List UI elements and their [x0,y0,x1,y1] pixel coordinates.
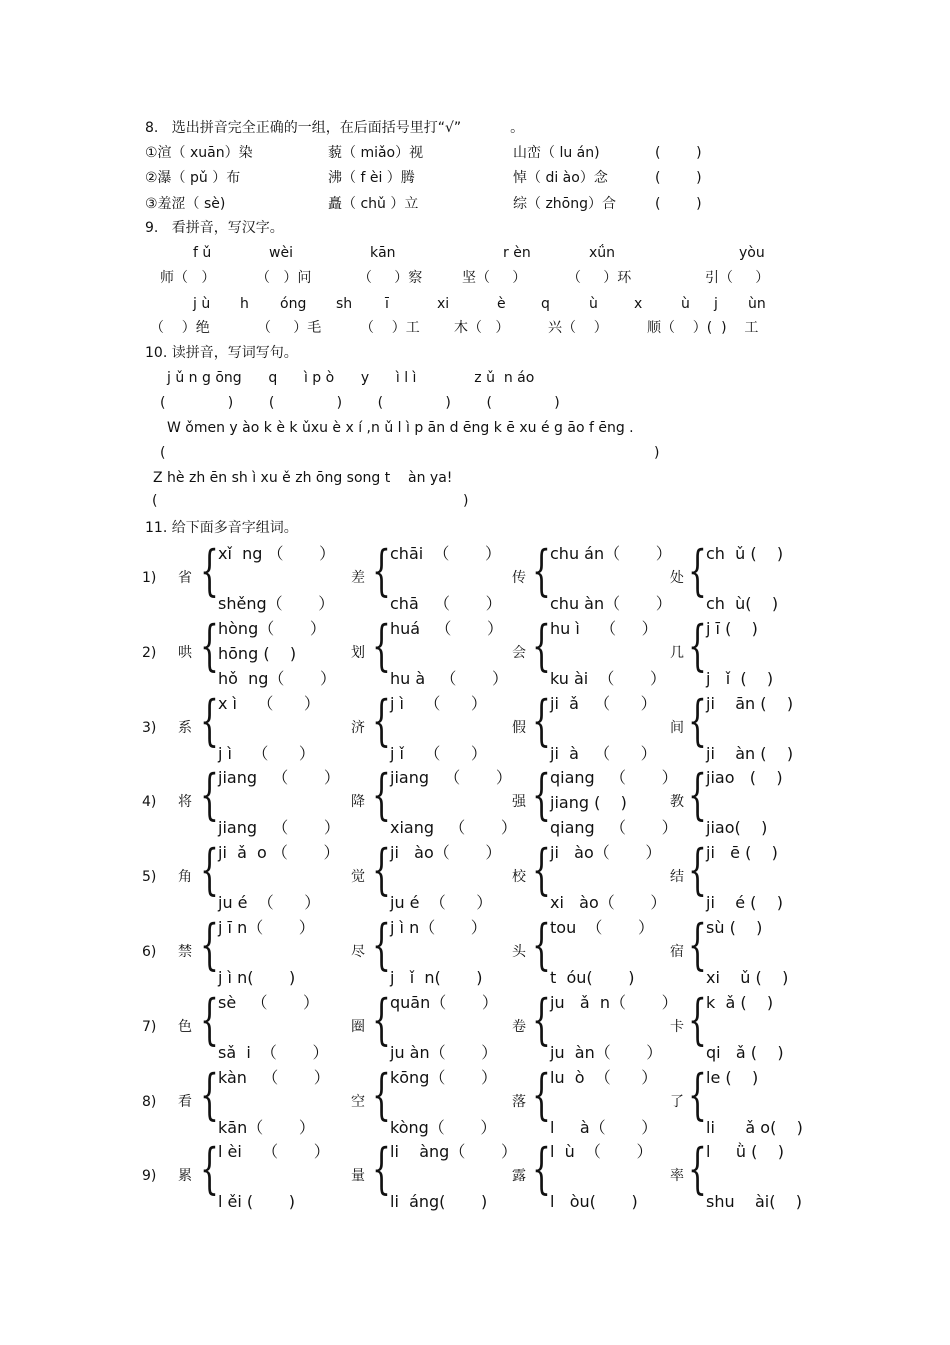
q9-pinyin: yòu [739,245,765,261]
q8-answer-bracket[interactable]: ( ) [655,196,702,212]
pinyin-answer[interactable]: hu à （ ） [390,668,509,688]
q8-answer-bracket[interactable]: ( ) [655,145,702,161]
brace-symbol: { [200,539,219,602]
polyphone-char: 传 [512,570,526,586]
q11-row-number: 8) [142,1093,157,1110]
brace-symbol: { [532,613,551,677]
q9-pinyin: xǘn [589,245,616,261]
pinyin-answer[interactable]: jiang （ ） [218,818,340,838]
pinyin-answer[interactable]: hōng ( ) [218,643,297,663]
q9-pinyin: ù [589,296,598,312]
q9-pinyin: f ǔ [193,245,212,261]
pinyin-answer[interactable]: ku ài （ ） [550,668,667,688]
pinyin-answer[interactable]: sù ( ) [706,918,763,937]
polyphone-char: 会 [512,644,526,661]
q10-bracket-left[interactable]: ( [152,493,158,509]
pinyin-answer[interactable]: hòng（ ） [218,618,326,638]
pinyin-answer[interactable]: hu ì （ ） [550,618,658,638]
pinyin-answer[interactable]: j ì （ ） [390,693,487,713]
polyphone-char: 率 [670,1168,684,1185]
pinyin-answer[interactable]: quān（ ） [390,992,498,1012]
q8-option: 矗（ chǔ ）立 [328,196,419,212]
brace-symbol: { [372,838,391,902]
polyphone-char: 看 [178,1093,192,1110]
brace-symbol: { [688,688,707,752]
brace-symbol: { [532,1062,551,1126]
polyphone-char: 哄 [178,644,192,661]
pinyin-answer[interactable]: shěng（ ） [218,594,335,613]
q9-answer[interactable]: （ ）工 [360,320,420,336]
pinyin-answer[interactable]: ju àn（ ） [550,1042,663,1062]
brace-symbol: { [200,913,219,976]
pinyin-answer[interactable]: tou （ ） [550,918,654,937]
brace-symbol: { [532,539,551,602]
pinyin-answer[interactable]: huá （ ） [390,618,503,638]
brace-symbol: { [688,1062,707,1126]
pinyin-answer[interactable]: kàn （ ） [218,1067,330,1087]
q9-answer[interactable]: 木（ ） [454,320,510,336]
pinyin-answer[interactable]: jiang （ ） [390,768,512,788]
polyphone-char: 校 [512,869,526,886]
pinyin-answer[interactable]: ji à （ ） [550,743,657,763]
q9-pinyin: óng [280,296,307,312]
polyphone-char: 划 [351,644,365,661]
pinyin-answer[interactable]: ji é ( ) [706,893,783,913]
pinyin-answer[interactable]: j ǐ （ ） [390,743,487,763]
pinyin-answer[interactable]: ch ù( ) [706,594,779,613]
q9-pinyin: ù [681,296,690,312]
polyphone-char: 假 [512,719,526,736]
q9-answer[interactable]: （ ）问 [256,270,312,286]
q10-pinyin: j ǔ n g ōng q ì p ò y ì l ì z ǔ n áo [167,370,535,386]
q9-pinyin: wèi [269,245,293,261]
polyphone-char: 系 [178,719,192,736]
brace-symbol: { [688,763,707,827]
brace-symbol: { [532,688,551,752]
q11-row-number: 9) [142,1168,157,1185]
polyphone-char: 尽 [351,944,365,960]
pinyin-answer[interactable]: chu àn（ ） [550,594,672,613]
polyphone-char: 处 [670,570,684,586]
q10-sentence-pinyin: W ǒmen y ào k è k ǔxu è x í ,n ǔ l ì p ān d ēng k ē xu é g āo f ēng . [167,420,634,436]
brace-symbol: { [688,539,707,602]
q9-answer[interactable]: 兴（ ） [548,320,608,336]
brace-symbol: { [532,838,551,902]
pinyin-answer[interactable]: ju ǎ n（ ） [550,992,678,1012]
q8-option: 藐（ miǎo）视 [328,145,424,161]
pinyin-answer[interactable]: x ì （ ） [218,693,320,713]
brace-symbol: { [372,613,391,677]
q8-option: ③羞涩（ sè) [145,196,226,212]
brace-symbol: { [532,1137,551,1201]
pinyin-answer[interactable]: l ěi ( ) [218,1192,295,1212]
q11-title: 11. 给下面多音字组词。 [145,520,298,536]
polyphone-char: 量 [351,1168,365,1185]
q11-row-number: 6) [142,944,157,960]
pinyin-answer[interactable]: k ǎ ( ) [706,992,774,1012]
q9-answer[interactable]: 坚（ ） [462,270,527,286]
brace-symbol: { [200,987,219,1051]
pinyin-answer[interactable]: ji ē ( ) [706,843,778,863]
pinyin-answer[interactable]: j ǐ ( ) [706,668,774,688]
pinyin-answer[interactable]: kòng（ ） [390,1117,497,1137]
brace-symbol: { [372,763,391,827]
polyphone-char: 差 [351,570,365,586]
brace-symbol: { [372,539,391,602]
polyphone-char: 宿 [670,944,684,960]
pinyin-answer[interactable]: li àng（ ） [390,1142,517,1162]
q8-option: 综（ zhōng）合 [513,196,616,212]
pinyin-answer[interactable]: kān（ ） [218,1117,315,1137]
brace-symbol: { [688,987,707,1051]
pinyin-answer[interactable]: j ì n( ) [218,968,296,987]
pinyin-answer[interactable]: sǎ i （ ） [218,1042,329,1062]
q8-option: ①渲（ xuān）染 [145,145,253,161]
q9-pinyin: ùn [748,296,766,312]
polyphone-char: 了 [670,1093,684,1110]
pinyin-answer[interactable]: t óu( ) [550,968,635,987]
brace-symbol: { [688,1137,707,1201]
q10-bracket-left[interactable]: ( [160,445,166,461]
pinyin-answer[interactable]: ji ǎ o （ ） [218,843,340,863]
polyphone-char: 露 [512,1168,526,1185]
polyphone-char: 强 [512,794,526,811]
brace-symbol: { [532,763,551,827]
pinyin-answer[interactable]: jiang ( ) [550,793,627,813]
pinyin-answer[interactable]: sè （ ） [218,992,320,1012]
polyphone-char: 省 [178,570,192,586]
pinyin-answer[interactable]: l ǜ ( ) [706,1142,784,1162]
polyphone-char: 间 [670,719,684,736]
q9-pinyin: sh [336,296,353,312]
brace-symbol: { [372,913,391,976]
polyphone-char: 空 [351,1093,365,1110]
pinyin-answer[interactable]: kōng（ ） [390,1067,497,1087]
brace-symbol: { [200,1137,219,1201]
q9-pinyin: è [497,296,506,312]
q9-answer[interactable]: （ ）毛 [257,320,322,336]
pinyin-answer[interactable]: jiao ( ) [706,768,783,788]
q9-answer[interactable]: （ ）环 [567,270,632,286]
pinyin-answer[interactable]: l òu( ) [550,1192,638,1212]
brace-symbol: { [200,613,219,677]
brace-symbol: { [200,838,219,902]
pinyin-answer[interactable]: j ì n（ ） [390,918,487,937]
q9-answer[interactable]: 师（ ） [160,270,216,286]
pinyin-answer[interactable]: jiao( ) [706,818,768,838]
pinyin-answer[interactable]: l à（ ） [550,1117,658,1137]
q11-row-number: 2) [142,644,157,661]
q9-answer[interactable]: 引（ ） [705,270,770,286]
polyphone-char: 卷 [512,1018,526,1035]
pinyin-answer[interactable]: hǒ ng（ ） [218,668,337,688]
q9-pinyin: kān [370,245,396,261]
pinyin-answer[interactable]: chāi （ ） [390,544,501,563]
q9-pinyin: ī [385,296,389,312]
q8-option: ②瀑（ pǔ ）布 [145,170,241,186]
pinyin-answer[interactable]: l èi （ ） [218,1142,330,1162]
q9-pinyin: j ù [193,296,211,312]
polyphone-char: 累 [178,1168,192,1185]
pinyin-answer[interactable]: chā （ ） [390,594,502,613]
brace-symbol: { [200,688,219,752]
polyphone-char: 降 [351,794,365,811]
polyphone-char: 卡 [670,1018,684,1035]
brace-symbol: { [688,913,707,976]
q8-title: 8. 选出拼音完全正确的一组，在后面括号里打“√” 。 [145,120,525,136]
q10-brackets[interactable]: ( ) ( ) ( ) ( ) [160,395,560,411]
q8-answer-bracket[interactable]: ( ) [655,170,702,186]
q9-title: 9. 看拼音，写汉字。 [145,220,284,236]
polyphone-char: 色 [178,1018,192,1035]
pinyin-answer[interactable]: ju é （ ） [218,893,321,913]
q11-row-number: 3) [142,719,157,736]
pinyin-answer[interactable]: l ù （ ） [550,1142,653,1162]
brace-symbol: { [372,1062,391,1126]
pinyin-answer[interactable]: chu án（ ） [550,544,672,563]
pinyin-answer[interactable]: shu ài( ) [706,1192,803,1212]
pinyin-answer[interactable]: xi ǔ ( ) [706,968,789,987]
polyphone-char: 教 [670,794,684,811]
q9-answer[interactable]: 顺（ ）( ) 工 [647,320,759,336]
polyphone-char: 觉 [351,869,365,886]
q10-bracket-right[interactable]: ) [463,493,469,509]
q9-pinyin: x [634,296,643,312]
q11-row-number: 1) [142,570,157,586]
polyphone-char: 将 [178,794,192,811]
pinyin-answer[interactable]: qiang （ ） [550,768,678,788]
brace-symbol: { [532,987,551,1051]
q8-option: 悼（ di ào）念 [513,170,608,186]
polyphone-char: 圈 [351,1018,365,1035]
pinyin-answer[interactable]: li ǎ o( ) [706,1117,803,1137]
q10-title: 10. 读拼音，写词写句。 [145,345,298,361]
polyphone-char: 头 [512,944,526,960]
pinyin-answer[interactable]: j ǐ n( ) [390,968,483,987]
polyphone-char: 结 [670,869,684,886]
brace-symbol: { [532,913,551,976]
q9-pinyin: h [240,296,249,312]
pinyin-answer[interactable]: qiang （ ） [550,818,678,838]
q11-row-number: 5) [142,869,157,886]
pinyin-answer[interactable]: xi ào（ ） [550,893,667,913]
brace-symbol: { [688,838,707,902]
pinyin-answer[interactable]: ji àn ( ) [706,743,794,763]
polyphone-char: 落 [512,1093,526,1110]
q9-pinyin: r èn [503,245,531,261]
q9-pinyin: q [541,296,550,312]
brace-symbol: { [688,613,707,677]
polyphone-char: 济 [351,719,365,736]
q11-row-number: 4) [142,794,157,811]
brace-symbol: { [200,1062,219,1126]
pinyin-answer[interactable]: qi ǎ ( ) [706,1042,784,1062]
q9-pinyin: xi [437,296,450,312]
polyphone-char: 禁 [178,944,192,960]
brace-symbol: { [372,1137,391,1201]
pinyin-answer[interactable]: j ī n（ ） [218,918,315,937]
pinyin-answer[interactable]: ch ǔ ( ) [706,544,784,563]
brace-symbol: { [372,688,391,752]
q11-row-number: 7) [142,1018,157,1035]
pinyin-answer[interactable]: li áng( ) [390,1192,488,1212]
polyphone-char: 几 [670,644,684,661]
pinyin-answer[interactable]: j ì （ ） [218,743,315,763]
pinyin-answer[interactable]: lu ò （ ） [550,1067,658,1087]
pinyin-answer[interactable]: xiang （ ） [390,818,517,838]
brace-symbol: { [200,763,219,827]
q9-answer[interactable]: （ ）察 [358,270,423,286]
q9-answer[interactable]: （ ）绝 [150,320,210,336]
pinyin-answer[interactable]: le ( ) [706,1067,759,1087]
q10-bracket-right[interactable]: ) [654,445,660,461]
pinyin-answer[interactable]: ji ǎ （ ） [550,693,657,713]
pinyin-answer[interactable]: ji ào（ ） [390,843,502,863]
pinyin-answer[interactable]: ju àn（ ） [390,1042,498,1062]
polyphone-char: 角 [178,869,192,886]
brace-symbol: { [372,987,391,1051]
q8-option: 山峦（ lu án) [513,145,600,161]
q8-option: 沸（ f èi ）腾 [328,170,415,186]
pinyin-answer[interactable]: ji ān ( ) [706,693,794,713]
pinyin-answer[interactable]: jiang （ ） [218,768,340,788]
pinyin-answer[interactable]: xǐ ng （ ） [218,544,336,563]
pinyin-answer[interactable]: ji ào（ ） [550,843,662,863]
pinyin-answer[interactable]: j ī ( ) [706,618,758,638]
pinyin-answer[interactable]: ju é （ ） [390,893,493,913]
q10-sentence-pinyin: Z hè zh ēn sh ì xu ě zh ōng song t àn ya! [153,470,453,486]
q9-pinyin: j [714,296,718,312]
